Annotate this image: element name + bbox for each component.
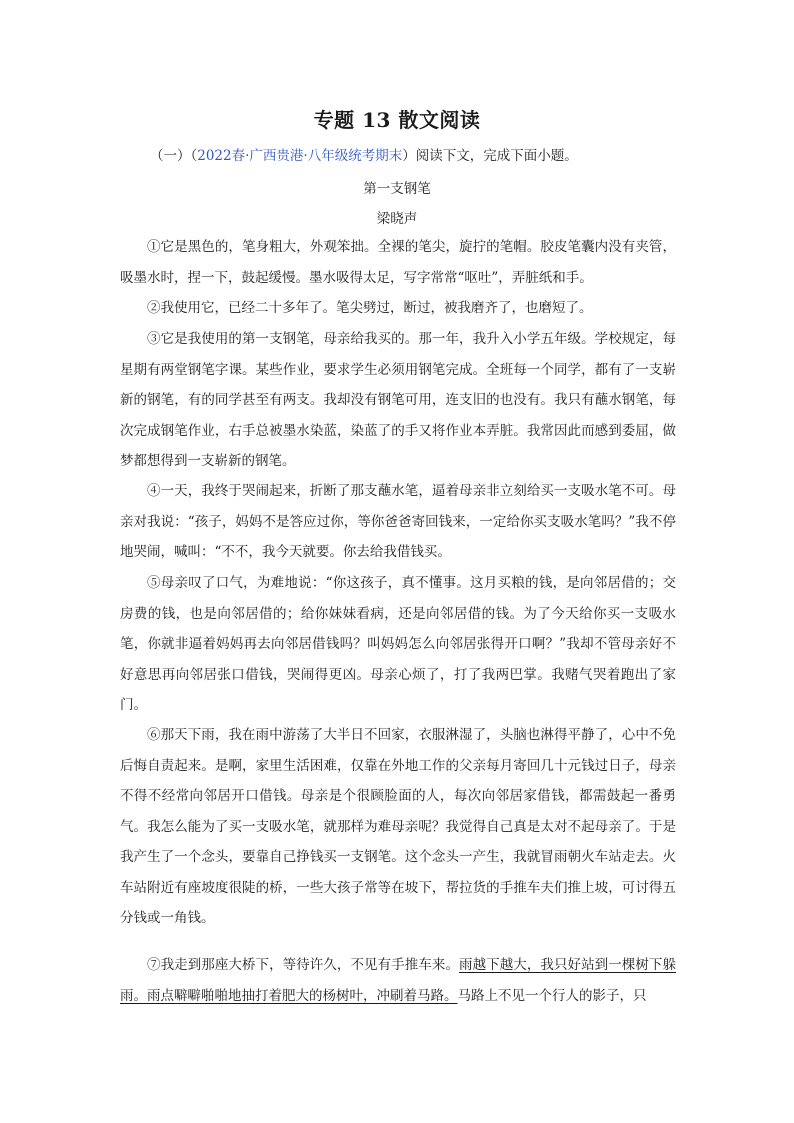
question-intro	[150, 144, 578, 164]
paragraph-7-start: ⑦我走到那座大桥下，等待许久，不见有手推车来。	[147, 957, 460, 973]
exam-source: 2022春·广西贵港·八年级统考期末	[197, 148, 403, 164]
paragraph-5: ⑤母亲叹了口气，为难地说：“你这孩子，真不懂事。这月买粮的钱，是向邻居借的；交房费的钱，也是向邻居借的；给你妹妹看病，还是向邻居借的钱。为了今天给你买一支吸水笔，你就非逼着妈妈再去向邻居借钱吗？叫妈妈怎么向邻居张得开口啊？”我却不管母亲好不好意思再向邻居张口借钱，哭闹得更凶。母亲心烦了，打了我两巴掌。我赌气哭着跑出了家门。	[120, 575, 676, 713]
paragraph-6: ⑥那天下雨，我在雨中游荡了大半日不回家，衣服淋湿了，头脑也淋得平静了，心中不免后悔自责起来。是啊，家里生活困难，仅靠在外地工作的父亲每月寄回几十元钱过日子，母亲不得不经常向邻居开口借钱。母亲是个很顾脸面的人，每次向邻居家借钱，都需鼓起一番勇气。我怎么能为了买一支吸水笔，就那样为难母亲呢？我觉得自己真是太对不起母亲了。于是我产生了一个念头，要靠自己挣钱买一支钢笔。这个念头一产生，我就冒雨朝火车站走去。火车站附近有座坡度很陡的桥，一些大孩子常等在坡下，帮拉货的手推车夫们推上坡，可讨得五分钱或一角钱。	[120, 727, 676, 926]
paragraph-3: ③它是我使用的第一支钢笔，母亲给我买的。那一年，我升入小学五年级。学校规定，每星期有两堂钢笔字课。某些作业，要求学生必须用钢笔完成。全班每一个同学，都有了一支崭新的钢笔，有的同学甚至有两支。我却没有钢笔可用，连支旧的也没有。我只有蘸水钢笔，每次完成钢笔作业，右手总被墨水染蓝，染蓝了的手又将作业本弄脏。我常因此而感到委屈，做梦都想得到一支崭新的钢笔。	[120, 331, 676, 469]
document-title: 专题 13 散文阅读	[313, 108, 481, 132]
paragraph-4: ④一天，我终于哭闹起来，折断了那支蘸水笔，逼着母亲非立刻给买一支吸水笔不可。母亲对我说：“孩子，妈妈不是答应过你，等你爸爸寄回钱来，一定给你买支吸水笔吗？”我不停地哭闹，喊叫：“不不，我今天就要。你去给我借钱买。	[120, 483, 676, 560]
intro-prefix: （一）（	[150, 148, 198, 164]
underlined-sentence: 雨越下越大，我只好站到一棵树下躲雨。雨点噼噼啪啪地抽打着肥大的杨树叶，冲刷着马路。	[120, 957, 677, 1004]
paragraph-1: ①它是黑色的，笔身粗大，外观笨拙。全裸的笔尖，旋拧的笔帽。胶皮笔囊内没有夹管，吸墨水时，捏一下，鼓起缓慢。墨水吸得太足，写字常常“呕吐”，弄脏纸和手。	[120, 239, 676, 286]
essay-title: 第一支钢笔	[363, 181, 431, 197]
paragraph-7-end: 马路上不见一个行人的影子，只	[457, 987, 647, 1004]
intro-suffix: ）阅读下文，完成下面小题。	[402, 148, 578, 164]
paragraph-2: ②我使用它，已经二十多年了。笔尖劈过，断过，被我磨齐了，也磨短了。	[147, 300, 593, 316]
paragraph-7	[120, 950, 676, 1011]
essay-author: 梁晓声	[376, 211, 418, 227]
